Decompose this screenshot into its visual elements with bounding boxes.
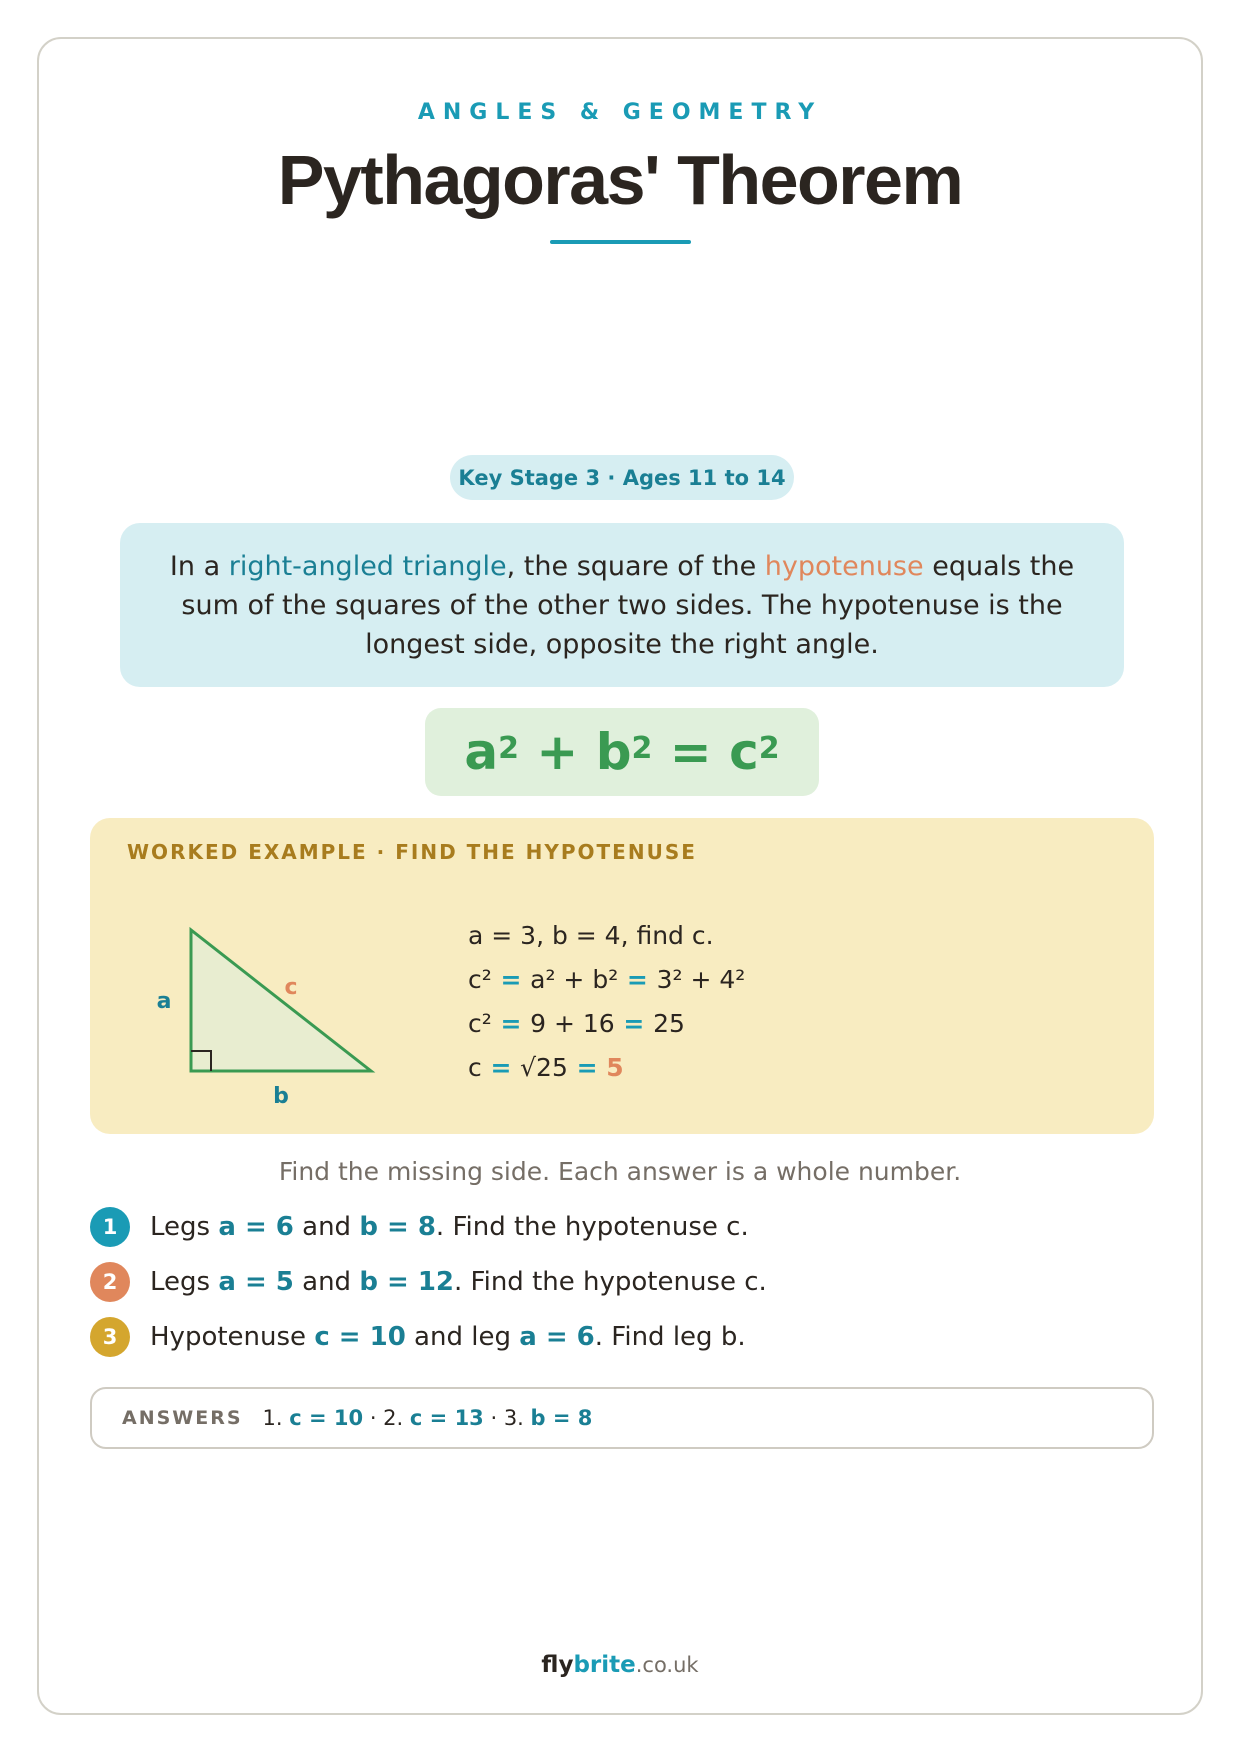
question-text: and leg — [405, 1322, 520, 1352]
formula-box — [425, 708, 819, 796]
formula-exponent: 2 — [498, 730, 519, 766]
step-text: a² + b² — [530, 965, 619, 994]
equals-sign: = — [567, 1053, 607, 1082]
final-answer: 5 — [606, 1053, 624, 1082]
step-text: c² — [468, 1009, 492, 1038]
formula-exponent: 2 — [631, 730, 653, 766]
step-text: c² — [468, 965, 492, 994]
side-label-b: b — [273, 1084, 289, 1109]
formula-b: b — [595, 723, 632, 781]
definition-text: , the square of the — [506, 551, 765, 582]
equals-sign: = — [618, 965, 657, 994]
step-text: 9 + 16 — [530, 1009, 615, 1038]
question-item — [90, 1262, 767, 1302]
worked-steps — [468, 914, 745, 1090]
question-text: . Find the hypotenuse c. — [454, 1267, 767, 1297]
definition-box — [120, 523, 1124, 687]
formula-exponent: 2 — [758, 730, 780, 766]
question-text: . Find leg b. — [594, 1322, 746, 1352]
term-hypotenuse: hypotenuse — [764, 551, 924, 582]
equals-sign: = — [491, 965, 531, 994]
formula-plus: + — [519, 723, 596, 781]
brand-fly: fly — [541, 1652, 574, 1678]
question-text: and — [293, 1212, 360, 1242]
step-text: 3² + 4² — [656, 965, 746, 994]
answer-index: · 3. — [483, 1406, 531, 1430]
side-label-a: a — [156, 989, 172, 1014]
question-value: a = 6 — [519, 1322, 595, 1352]
triangle-shape — [191, 930, 371, 1071]
answer-value: c = 13 — [409, 1406, 484, 1430]
question-value: b = 12 — [359, 1267, 455, 1297]
answer-value: b = 8 — [530, 1406, 593, 1430]
question-text: Legs — [150, 1212, 219, 1242]
step-line-2 — [468, 958, 745, 1002]
question-text: . Find the hypotenuse c. — [435, 1212, 749, 1242]
formula-a: a — [464, 723, 499, 781]
page-title: Pythagoras' Theorem — [277, 141, 963, 219]
question-number-badge: 3 — [90, 1317, 130, 1357]
footer-brand — [0, 1652, 1240, 1678]
formula-c: c — [729, 723, 759, 781]
question-item — [90, 1317, 746, 1357]
question-text: Hypotenuse — [150, 1322, 315, 1352]
question-value: a = 5 — [218, 1267, 294, 1297]
brand-brite: brite — [573, 1652, 636, 1678]
step-line-4 — [468, 1046, 745, 1090]
definition-text: equals the sum of the squares of the other two sides. The hypotenuse is the longest side, opposite the right angle. — [181, 551, 1075, 660]
equals-sign: = — [614, 1009, 654, 1038]
equals-sign: = — [481, 1053, 521, 1082]
step-text: 25 — [653, 1009, 685, 1038]
question-number-badge: 1 — [90, 1207, 130, 1247]
question-text: Legs — [150, 1267, 219, 1297]
definition-text: In a — [169, 551, 229, 582]
step-text: a = 3, b = 4, find c. — [468, 921, 714, 950]
formula-equals: = — [652, 723, 730, 781]
practice-instruction: Find the missing side. Each answer is a whole number. — [278, 1157, 962, 1186]
question-number-badge: 2 — [90, 1262, 130, 1302]
question-value: b = 8 — [359, 1212, 436, 1242]
answers-label: ANSWERS — [122, 1407, 243, 1429]
answer-value: c = 10 — [289, 1406, 364, 1430]
answer-index: · 2. — [363, 1406, 410, 1430]
right-triangle-diagram — [90, 818, 450, 1134]
term-right-angled-triangle: right-angled triangle — [228, 551, 507, 582]
topic-eyebrow: ANGLES & GEOMETRY — [417, 100, 823, 125]
question-value: a = 6 — [218, 1212, 294, 1242]
title-underline — [550, 240, 691, 244]
step-text: √25 — [520, 1053, 568, 1082]
key-stage-badge: Key Stage 3 · Ages 11 to 14 — [450, 455, 794, 500]
answers-box — [90, 1387, 1154, 1449]
worked-example-heading: WORKED EXAMPLE · FIND THE HYPOTENUSE — [127, 840, 697, 864]
worked-example-panel — [90, 818, 1154, 1134]
equals-sign: = — [491, 1009, 531, 1038]
step-text: c — [468, 1053, 482, 1082]
question-text: and — [293, 1267, 360, 1297]
question-value: c = 10 — [314, 1322, 406, 1352]
question-item — [90, 1207, 749, 1247]
step-line-1 — [468, 914, 745, 958]
answer-index: 1. — [262, 1406, 290, 1430]
step-line-3 — [468, 1002, 745, 1046]
side-label-c: c — [284, 975, 298, 1000]
brand-domain: .co.uk — [635, 1653, 699, 1677]
